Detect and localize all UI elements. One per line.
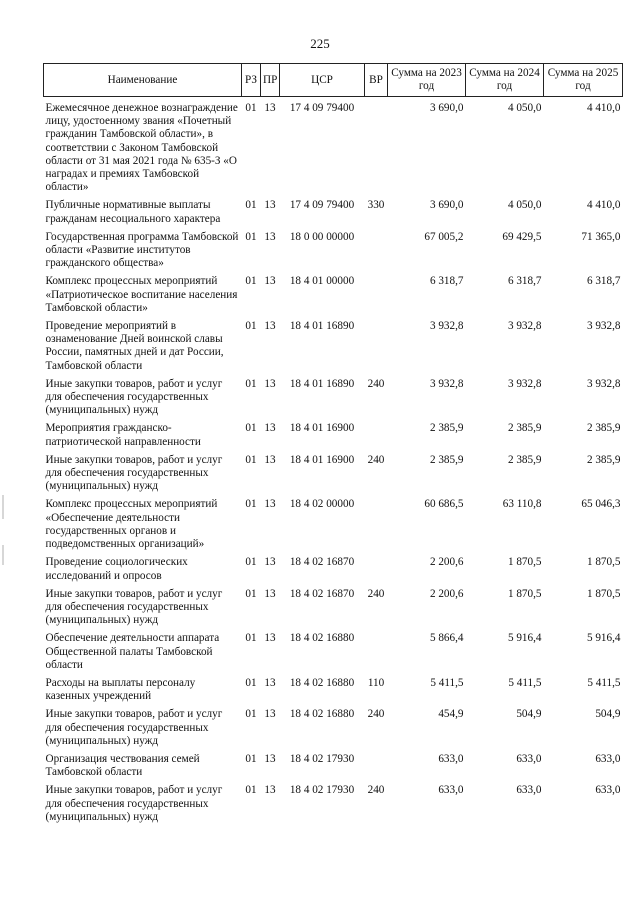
cell-sum-2025: 633,0 [595, 784, 621, 797]
cell-pr: 13 [264, 784, 276, 797]
cell-csr: 18 4 02 16880 [289, 708, 355, 721]
cell-rz: 01 [245, 498, 257, 511]
cell-name: Мероприятия гражданско-патриотической направленности [45, 422, 201, 448]
cell-sum-2024: 63 110,8 [502, 498, 542, 511]
cell-rz: 01 [245, 199, 257, 212]
cell-vr [365, 275, 388, 315]
cell-csr: 18 4 01 16900 [289, 453, 355, 466]
table-body [44, 97, 623, 824]
cell-sum-2024: 4 050,0 [507, 102, 542, 114]
table-row [44, 199, 623, 225]
cell-vr [365, 632, 388, 672]
cell-sum-2024: 1 870,5 [507, 556, 542, 569]
cell-sum-2024: 633,0 [516, 784, 542, 797]
table-row [44, 498, 623, 551]
table-row [44, 275, 623, 315]
cell-rz: 01 [245, 676, 257, 689]
cell-sum-2024: 4 050,0 [507, 199, 542, 212]
table-row [44, 320, 623, 373]
cell-name: Расходы на выплаты персоналу казенных учреждений [45, 676, 196, 703]
cell-vr: 240 [367, 784, 385, 797]
cell-rz: 01 [245, 422, 257, 435]
cell-sum-2025: 71 365,0 [581, 230, 621, 243]
cell-sum-2023: 3 690,0 [429, 199, 464, 212]
cell-sum-2025: 1 870,5 [586, 556, 621, 569]
cell-sum-2023: 3 932,8 [429, 320, 464, 333]
table-row [44, 588, 623, 628]
cell-csr: 18 4 02 17930 [289, 784, 355, 797]
cell-csr: 18 4 02 16880 [289, 676, 355, 689]
cell-pr: 13 [264, 632, 276, 645]
cell-pr: 13 [264, 199, 276, 212]
header-vr: ВР [365, 64, 388, 97]
cell-sum-2025: 5 411,5 [587, 676, 621, 689]
cell-pr: 13 [264, 498, 276, 511]
cell-rz: 01 [245, 230, 257, 243]
cell-sum-2024: 3 932,8 [507, 377, 542, 390]
cell-pr: 13 [264, 377, 276, 390]
table-row [44, 677, 623, 703]
table-row [44, 556, 623, 582]
cell-rz: 01 [245, 632, 257, 645]
cell-csr: 17 4 09 79400 [289, 199, 355, 212]
cell-sum-2023: 5 411,5 [430, 676, 464, 689]
cell-sum-2025: 2 385,9 [586, 453, 621, 466]
cell-vr [365, 102, 388, 194]
cell-pr: 13 [264, 230, 276, 243]
cell-sum-2025: 633,0 [595, 752, 621, 765]
cell-csr: 18 4 02 16870 [289, 587, 355, 600]
cell-rz: 01 [245, 102, 257, 114]
cell-sum-2025: 504,9 [595, 708, 621, 721]
header-pr: ПР [261, 64, 280, 97]
cell-vr: 240 [367, 708, 385, 721]
cell-sum-2025: 2 385,9 [586, 422, 621, 435]
cell-name: Публичные нормативные выплаты гражданам несоциального характера [45, 199, 221, 225]
cell-sum-2023: 3 932,8 [429, 377, 464, 390]
cell-sum-2025: 3 932,8 [586, 320, 621, 333]
cell-sum-2023: 60 686,5 [424, 498, 464, 511]
table-row [44, 378, 623, 418]
cell-csr: 18 4 02 17930 [289, 752, 355, 765]
cell-rz: 01 [245, 784, 257, 797]
cell-sum-2023: 67 005,2 [424, 230, 464, 243]
cell-name: Ежемесячное денежное вознаграждение лицу, удостоенному звания «Почетный гражданин Тамбовской области», в соответствии с Законом Тамбовской области от 31 мая 2021 года № 635-З «О наградах и премиях Тамбовской области» [45, 102, 238, 194]
cell-vr [365, 422, 388, 448]
cell-sum-2024: 3 932,8 [507, 320, 542, 333]
cell-csr: 17 4 09 79400 [289, 102, 355, 114]
cell-sum-2025: 3 932,8 [586, 377, 621, 390]
cell-rz: 01 [245, 275, 257, 288]
cell-csr: 18 4 01 16900 [289, 422, 355, 435]
cell-pr: 13 [264, 752, 276, 765]
cell-sum-2023: 454,9 [438, 708, 464, 721]
cell-sum-2025: 1 870,5 [586, 587, 621, 600]
cell-csr: 18 4 01 00000 [289, 275, 355, 288]
cell-name: Иные закупки товаров, работ и услуг для обеспечения государственных (муниципальных) нужд [45, 708, 223, 747]
cell-rz: 01 [245, 556, 257, 569]
cell-rz: 01 [245, 377, 257, 390]
cell-sum-2024: 633,0 [516, 752, 542, 765]
cell-pr: 13 [264, 453, 276, 466]
cell-sum-2024: 2 385,9 [507, 453, 542, 466]
cell-vr: 240 [367, 377, 385, 390]
cell-sum-2025: 5 916,4 [586, 632, 621, 645]
cell-sum-2024: 6 318,7 [507, 275, 542, 288]
cell-sum-2024: 69 429,5 [502, 230, 542, 243]
table-row [44, 454, 623, 494]
cell-name: Государственная программа Тамбовской области «Развитие институтов гражданского общества» [45, 230, 239, 270]
cell-name: Комплекс процессных мероприятий «Патриотическое воспитание населения Тамбовской области» [45, 275, 238, 314]
cell-sum-2023: 2 385,9 [429, 422, 464, 435]
table-header [44, 64, 623, 97]
cell-csr: 18 4 01 16890 [289, 377, 355, 390]
header-sum-2024: Сумма на 2024 год [466, 64, 544, 97]
cell-vr: 330 [367, 199, 385, 212]
cell-pr: 13 [264, 275, 276, 288]
header-name: Наименование [44, 64, 242, 97]
table-row [44, 231, 623, 271]
cell-name: Иные закупки товаров, работ и услуг для обеспечения государственных (муниципальных) нужд [45, 784, 223, 823]
table-row [44, 784, 623, 824]
scan-edge-mark [2, 545, 4, 565]
cell-name: Иные закупки товаров, работ и услуг для обеспечения государственных (муниципальных) нужд [45, 453, 223, 493]
cell-csr: 18 4 01 16890 [289, 320, 355, 333]
cell-sum-2023: 6 318,7 [429, 275, 464, 288]
cell-vr [365, 320, 388, 373]
cell-sum-2023: 633,0 [438, 752, 464, 765]
cell-name: Комплекс процессных мероприятий «Обеспечение деятельности государственных органов и подведомственных организаций» [45, 498, 218, 551]
cell-rz: 01 [245, 320, 257, 333]
cell-pr: 13 [264, 708, 276, 721]
table-row [44, 708, 623, 748]
cell-sum-2024: 1 870,5 [507, 587, 542, 600]
cell-pr: 13 [264, 320, 276, 333]
cell-sum-2024: 5 916,4 [507, 632, 542, 645]
cell-name: Проведение социологических исследований и опросов [45, 556, 188, 582]
cell-pr: 13 [264, 422, 276, 435]
cell-vr [365, 753, 388, 779]
cell-sum-2023: 2 385,9 [429, 453, 464, 466]
cell-sum-2024: 504,9 [516, 708, 542, 721]
cell-csr: 18 4 02 00000 [289, 498, 355, 511]
cell-rz: 01 [245, 708, 257, 721]
header-rz: РЗ [242, 64, 261, 97]
cell-name: Обеспечение деятельности аппарата Общественной палаты Тамбовской области [45, 632, 220, 671]
table-row [44, 422, 623, 448]
header-sum-2025: Сумма на 2025 год [544, 64, 623, 97]
cell-name: Организация чествования семей Тамбовской области [45, 752, 200, 779]
page-number: 225 [310, 36, 330, 51]
budget-table [43, 63, 623, 824]
cell-vr [365, 556, 388, 582]
cell-sum-2023: 2 200,6 [429, 556, 464, 569]
cell-sum-2025: 65 046,3 [581, 498, 621, 511]
cell-sum-2024: 2 385,9 [507, 422, 542, 435]
cell-vr: 110 [367, 676, 385, 689]
scan-edge-mark [2, 495, 4, 519]
cell-pr: 13 [264, 676, 276, 689]
cell-sum-2024: 5 411,5 [508, 676, 542, 689]
table-row [44, 632, 623, 672]
table-row [44, 102, 623, 194]
cell-pr: 13 [264, 587, 276, 600]
cell-pr: 13 [264, 556, 276, 569]
cell-rz: 01 [245, 453, 257, 466]
cell-name: Иные закупки товаров, работ и услуг для обеспечения государственных (муниципальных) нужд [45, 587, 223, 627]
cell-rz: 01 [245, 752, 257, 765]
cell-sum-2023: 5 866,4 [429, 632, 464, 645]
cell-pr: 13 [264, 102, 276, 114]
cell-name: Проведение мероприятий в ознаменование Дней воинской славы России, памятных дней и дат России, Тамбовской области [45, 320, 224, 372]
cell-vr: 240 [367, 587, 385, 600]
cell-sum-2023: 2 200,6 [429, 587, 464, 600]
cell-sum-2025: 6 318,7 [586, 275, 621, 288]
cell-csr: 18 0 00 00000 [289, 230, 355, 243]
cell-sum-2025: 4 410,0 [586, 199, 621, 212]
cell-vr [365, 231, 388, 271]
table-row [44, 753, 623, 779]
cell-csr: 18 4 02 16870 [289, 556, 355, 569]
cell-csr: 18 4 02 16880 [289, 632, 355, 645]
cell-sum-2025: 4 410,0 [586, 102, 621, 114]
cell-vr: 240 [367, 453, 385, 466]
cell-vr [365, 498, 388, 551]
cell-rz: 01 [245, 587, 257, 600]
cell-sum-2023: 3 690,0 [429, 102, 464, 114]
cell-sum-2023: 633,0 [438, 784, 464, 797]
header-sum-2023: Сумма на 2023 год [388, 64, 466, 97]
header-csr: ЦСР [280, 64, 365, 97]
cell-name: Иные закупки товаров, работ и услуг для обеспечения государственных (муниципальных) нужд [45, 377, 223, 417]
